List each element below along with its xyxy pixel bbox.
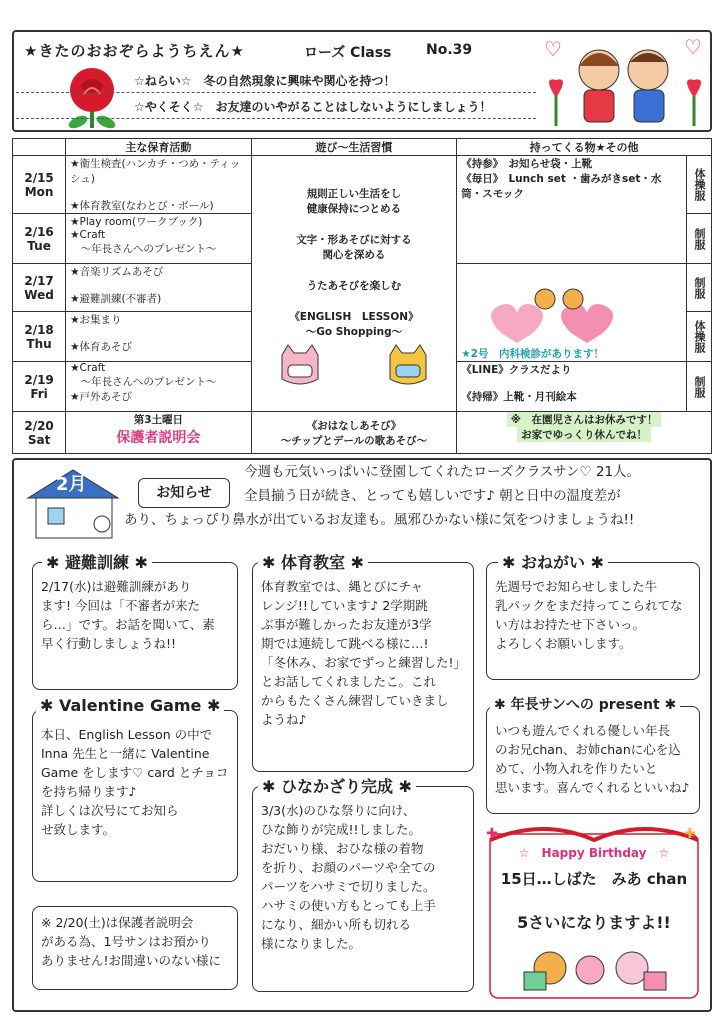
issue-number: No.39	[426, 42, 473, 58]
col-header-play: 遊び～生活習慣	[251, 139, 457, 156]
checkup-note: ★2号 内科検診があります！	[461, 348, 604, 360]
uniform-cell: 体操服	[686, 156, 711, 214]
activity-cell: 第3土曜日 保護者説明会	[66, 412, 252, 454]
day-cell: 2/15 Mon	[13, 156, 66, 214]
divider	[16, 118, 536, 119]
day-cell: 2/18 Thu	[13, 312, 66, 362]
uniform-cell: 制服	[686, 264, 711, 312]
svg-text:✚: ✚	[684, 826, 696, 842]
request-box: 先週号でお知らせしました牛 乳パックをまだ持ってこられてな い方はお持たせ下さいっ。 よろしくお願いします。	[486, 562, 700, 680]
cat-illustration	[264, 339, 444, 389]
gym-class-box: 体育教室では、縄とびにチャ レンジ!!しています♪ 2学期跳 ぶ事が難しかったお友達が3学 期では連続して跳べる様に…! 「冬休み、お家でずっと練習した!」 とお話してくれましたこ。これ からもたくさん練習していきまし ようね♪	[252, 562, 474, 772]
activity-cell: ★Play room(ワークブック) ★Craft ～年長さんへのプレゼント～	[66, 214, 252, 264]
bears-hearts-illustration	[461, 283, 661, 343]
svg-text:♡: ♡	[544, 37, 562, 61]
uniform-cell: 体操服	[686, 312, 711, 362]
newsletter-page	[12, 30, 712, 1012]
evac-drill-title: ✱ 避難訓練 ✱	[42, 550, 152, 573]
aim-text: ☆ねらい☆ 冬の自然現象に興味や関心を持つ！	[134, 74, 396, 88]
kids-illustration	[544, 36, 706, 130]
present-title: ✱ 年長サンへの present ✱	[490, 694, 680, 714]
activity-cell: ★音楽リズムあそび ★避難訓練(不審者)	[66, 264, 252, 312]
activity-cell: ★お集まり ★体育あそび	[66, 312, 252, 362]
gym-class-title: ✱ 体育教室 ✱	[258, 550, 368, 573]
parent-meeting-box: ※ 2/20(土)は保護者説明会 がある為、1号サンはお預かり ありません!お間違いのない様に	[32, 906, 238, 990]
items-cell: 《LINE》クラスだより 《持帰》上靴・月刊絵本	[457, 362, 687, 412]
day-cell: 2/20 Sat	[13, 412, 66, 454]
hina-box: 3/3(水)のひな祭りに向け、 ひな飾りが完成!!しました。 おだいり様、おひな様の着物 を折り、お顔のパーツや全ての パーツをハサミで切りました。 ハサミの使い方もとっても上手 になり、細かい所も切れる 様になりました。	[252, 786, 474, 992]
col-header-items: 持ってくる物★その他	[457, 139, 712, 156]
play-cell: 《おはなしあそび》 ～チップとデールの歌あそび～	[251, 412, 457, 454]
uniform-cell: 制服	[686, 214, 711, 264]
col-header-activities: 主な保育活動	[66, 139, 252, 156]
divider	[16, 92, 536, 93]
play-cell: 規則正しい生活をし 健康保持につとめる 文字・形あそびに対する 関心を深める うたあそびを楽しむ 《ENGLISH LESSON》 ～Go Shopping～	[251, 156, 457, 412]
header-box	[12, 30, 712, 132]
items-cell	[457, 264, 687, 362]
day-cell: 2/16 Tue	[13, 214, 66, 264]
svg-text:♡: ♡	[684, 36, 702, 59]
notice-text: 今週も元気いっぱいに登園してくれたローズクラスサン♡ 21人。 全員揃う日が続き、とっても嬉しいです♪ 朝と日中の温度差が	[244, 464, 641, 504]
day-cell: 2/19 Fri	[13, 362, 66, 412]
calendar-label: 2月	[56, 474, 87, 495]
hina-title: ✱ ひなかざり完成 ✱	[258, 774, 416, 797]
items-cell: ※ 在園児さんはお休みです！ お家でゆっくり休んでね！	[457, 412, 712, 454]
evac-drill-box: 2/17(水)は避難訓練があり ます! 今回は「不審者が来た ら…」です。お話を聞いて、素 早く行動しましょうね!!	[32, 562, 238, 690]
request-title: ✱ おねがい ✱	[498, 550, 608, 573]
valentine-title: ✱ Valentine Game ✱	[36, 696, 224, 715]
activity-cell: ★衛生検査(ハンカチ・つめ・ティッシュ) ★体育教室(なわとび・ボール)	[66, 156, 252, 214]
birthday-message: 5さいになりますよ!!	[517, 913, 671, 932]
activity-cell: ★Craft ～年長さんへのプレゼント～ ★戸外あそび	[66, 362, 252, 412]
notice-title: お知らせ	[138, 478, 230, 508]
promise-text: ☆やくそく☆ お友達のいやがることはしないようにしましょう！	[134, 100, 492, 114]
notice-text-cont: あり、ちょっぴり鼻水が出ているお友達も。風邪ひかない様に気をつけましょうね!!	[124, 512, 635, 528]
day-cell: 2/17 Wed	[13, 264, 66, 312]
svg-text:✚: ✚	[486, 826, 498, 842]
birthday-name: 15日…しばた みあ chan	[500, 870, 688, 888]
items-cell: 《持参》 お知らせ袋・上靴 《毎日》 Lunch set ・歯みがきset・水筒・スモック	[457, 156, 687, 264]
school-title: ★きたのおおぞらようちえん★	[24, 42, 245, 60]
weekly-schedule-table	[12, 138, 712, 454]
present-box: いつも遊んでくれる優しい年長 のお兄chan、お姉chanに心を込 めて、小物入れを作りたいと 思います。喜んでくれるといいね♪	[486, 706, 700, 814]
rose-icon	[56, 66, 128, 136]
valentine-box: 本日、English Lesson の中で Inna 先生と一緒に Valentine Game をします♡ card とチョコ を持ち帰ります♪ 詳しくは次号にてお知ら せ致します。	[32, 710, 238, 882]
uniform-cell: 制服	[686, 362, 711, 412]
birthday-header: ☆ Happy Birthday ☆	[518, 846, 670, 860]
class-label: ローズ Class	[304, 45, 392, 61]
